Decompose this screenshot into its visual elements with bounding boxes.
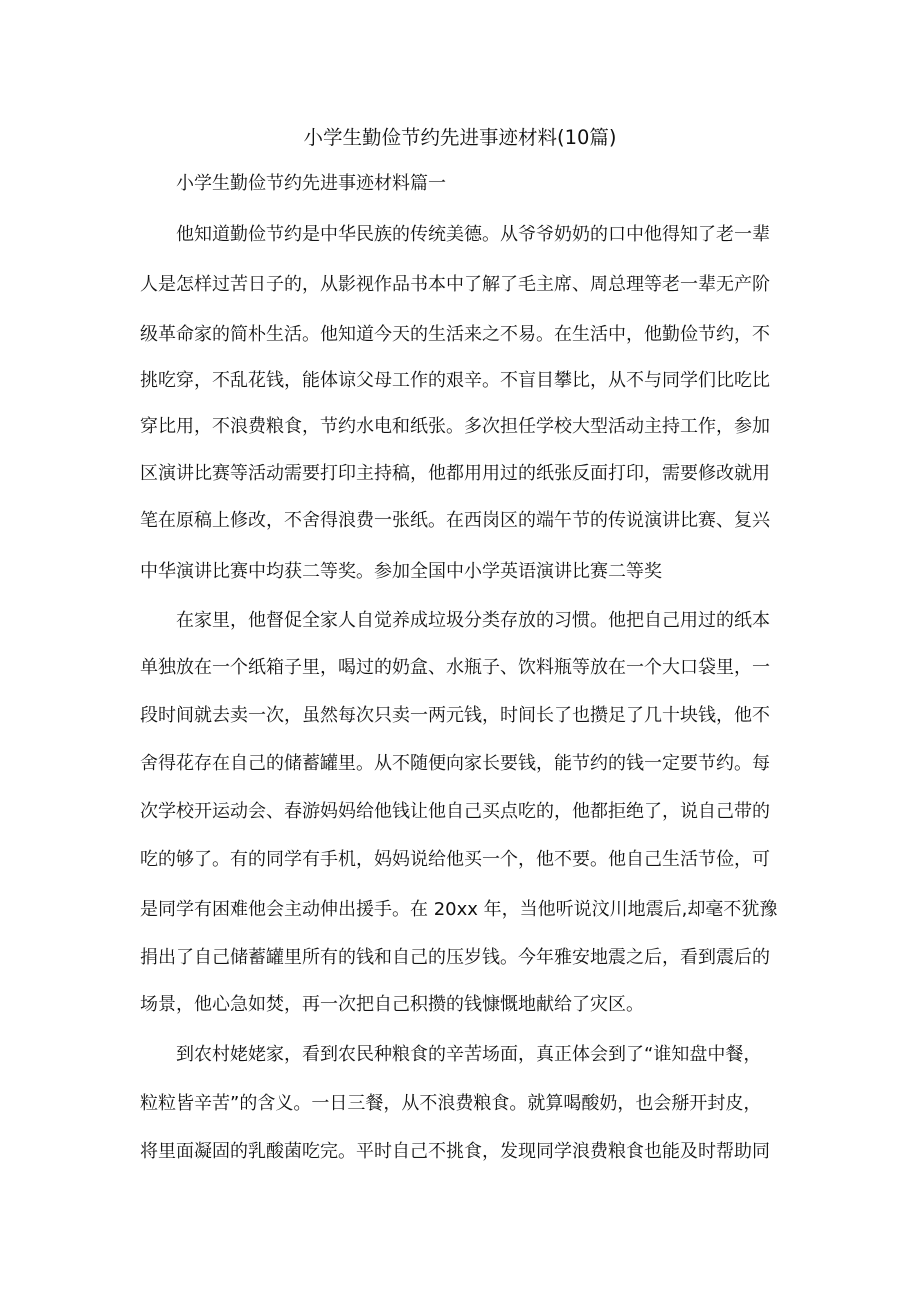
paragraph-1-line-6: 区演讲比赛等活动需要打印主持稿，他都用用过的纸张反面打印，需要修改就用 <box>140 463 770 484</box>
paragraph-2-line-9: 场景，他心急如焚，再一次把自己积攒的钱慷慨地献给了灾区。 <box>140 994 644 1015</box>
paragraph-3-line-3: 将里面凝固的乳酸菌吃完。平时自己不挑食，发现同学浪费粮食也能及时帮助同 <box>140 1141 770 1162</box>
paragraph-2-line-6: 吃的够了。有的同学有手机，妈妈说给他买一个，他不要。他自己生活节俭，可 <box>140 849 770 870</box>
paragraph-1-line-4: 挑吃穿，不乱花钱，能体谅父母工作的艰辛。不盲目攀比，从不与同学们比吃比 <box>140 370 770 391</box>
paragraph-1-line-5: 穿比用，不浪费粮食，节约水电和纸张。多次担任学校大型活动主持工作，参加 <box>140 416 770 437</box>
paragraph-3-line-2: 粒粒皆辛苦”的含义。一日三餐，从不浪费粮食。就算喝酸奶，也会掰开封皮， <box>140 1093 762 1114</box>
paragraph-2-line-2: 单独放在一个纸箱子里，喝过的奶盒、水瓶子、饮料瓶等放在一个大口袋里，一 <box>140 657 770 678</box>
paragraph-2-line-1: 在家里，他督促全家人自觉养成垃圾分类存放的习惯。他把自己用过的纸本 <box>176 610 770 631</box>
paragraph-2-line-7: 是同学有困难他会主动伸出援手。在 20xx 年，当他听说汶川地震后,却毫不犹豫 <box>140 899 778 920</box>
paragraph-2-line-3: 段时间就去卖一次，虽然每次只卖一两元钱，时间长了也攒足了几十块钱，他不 <box>140 705 770 726</box>
paragraph-1-line-2: 人是怎样过苦日子的，从影视作品书本中了解了毛主席、周总理等老一辈无产阶 <box>140 274 770 295</box>
paragraph-2-line-4: 舍得花存在自己的储蓄罐里。从不随便向家长要钱，能节约的钱一定要节约。每 <box>140 753 770 774</box>
paragraph-1-line-8: 中华演讲比赛中均获二等奖。参加全国中小学英语演讲比赛二等奖 <box>140 561 662 582</box>
section-heading: 小学生勤俭节约先进事迹材料篇一 <box>176 173 446 194</box>
paragraph-1-line-3: 级革命家的简朴生活。他知道今天的生活来之不易。在生活中，他勤俭节约，不 <box>140 324 770 345</box>
paragraph-3-line-1: 到农村姥姥家，看到农民种粮食的辛苦场面，真正体会到了“谁知盘中餐， <box>176 1044 762 1065</box>
document-title: 小学生勤俭节约先进事迹材料(10篇) <box>303 126 617 149</box>
paragraph-2-line-8: 捐出了自己储蓄罐里所有的钱和自己的压岁钱。今年雅安地震之后，看到震后的 <box>140 947 770 968</box>
paragraph-1-line-7: 笔在原稿上修改，不舍得浪费一张纸。在西岗区的端午节的传说演讲比赛、复兴 <box>140 510 770 531</box>
paragraph-1-line-1: 他知道勤俭节约是中华民族的传统美德。从爷爷奶奶的口中他得知了老一辈 <box>176 224 770 245</box>
paragraph-2-line-5: 次学校开运动会、春游妈妈给他钱让他自己买点吃的，他都拒绝了，说自己带的 <box>140 801 770 822</box>
